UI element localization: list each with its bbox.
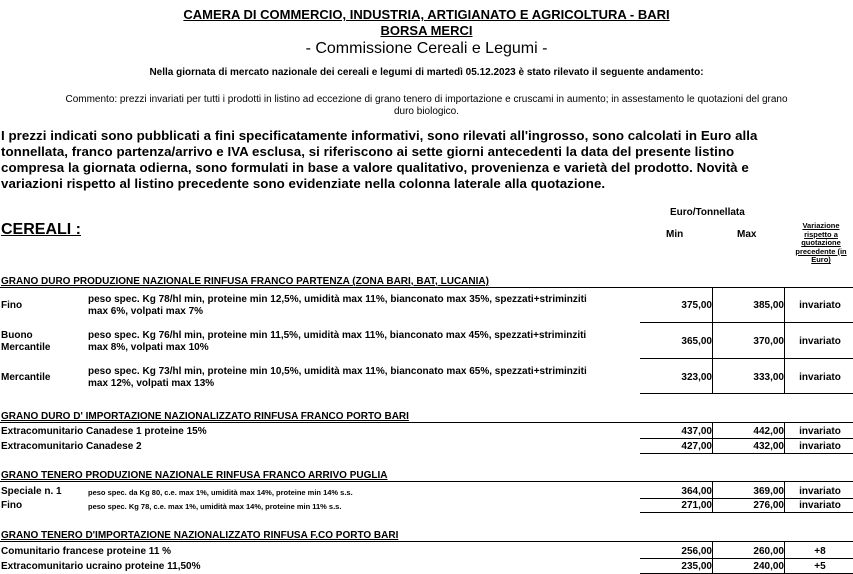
product-name xyxy=(1,330,50,354)
group-title: GRANO DURO D' IMPORTAZIONE NAZIONALIZZATO RINFUSA FRANCO PORTO BARI xyxy=(1,411,409,422)
description-line: max 12%, volpati max 13% xyxy=(88,378,215,389)
price-variation: invariato xyxy=(799,486,841,497)
description-line: peso spec. Kg 76/hl min, proteine min 11,5%, umidità max 11%, bianconato max 45%, spezzati+striminziti xyxy=(88,330,587,341)
price-max: 370,00 xyxy=(753,336,784,347)
product-name: Fino xyxy=(1,500,23,511)
price-min: 427,00 xyxy=(681,441,712,452)
price-max: 333,00 xyxy=(753,372,784,383)
divider xyxy=(640,322,853,323)
chamber-title: CAMERA DI COMMERCIO, INDUSTRIA, ARTIGIANATO E AGRICOLTURA - BARI xyxy=(183,7,670,22)
description-line: max 8%, volpati max 10% xyxy=(88,342,209,353)
product-description xyxy=(88,366,587,390)
price-min: 375,00 xyxy=(681,300,712,311)
price-min: 437,00 xyxy=(681,426,712,437)
price-variation: invariato xyxy=(799,300,841,311)
unit-label: Euro/Tonnellata xyxy=(670,207,745,218)
price-max: 432,00 xyxy=(753,441,784,452)
price-min: 256,00 xyxy=(681,546,712,557)
comment-line-2: duro biologico. xyxy=(393,106,460,117)
price-min: 365,00 xyxy=(681,336,712,347)
product-name: Mercantile xyxy=(1,372,51,383)
price-min: 235,00 xyxy=(681,561,712,572)
group-title: GRANO TENERO D'IMPORTAZIONE NAZIONALIZZATO RINFUSA F.CO PORTO BARI xyxy=(1,530,399,541)
product-name: Extracomunitario Canadese 1 proteine 15% xyxy=(1,426,207,437)
price-variation: invariato xyxy=(799,426,841,437)
price-min: 323,00 xyxy=(681,372,712,383)
price-max: 260,00 xyxy=(753,546,784,557)
divider xyxy=(640,498,853,499)
variation-header-line: Euro) xyxy=(811,255,831,265)
product-name: Extracomunitario ucraino proteine 11,50% xyxy=(1,561,201,572)
column-divider xyxy=(784,287,785,394)
divider xyxy=(0,422,853,423)
divider xyxy=(640,358,853,359)
market-day-line: Nella giornata di mercato nazionale dei cereali e legumi di martedì 05.12.2023 è stato rilevato il seguente andamento: xyxy=(149,67,704,78)
disclaimer xyxy=(1,128,853,192)
column-divider xyxy=(712,541,713,574)
column-divider xyxy=(784,481,785,513)
price-variation: invariato xyxy=(799,336,841,347)
disclaimer-line-3: compresa la giornata odierna, sono formulati in base a valore qualitativo, provenienza e varietà del prodotto. Novità e xyxy=(1,160,749,175)
divider xyxy=(640,453,853,454)
variation-header-line: Variazione xyxy=(802,221,840,230)
product-name: Fino xyxy=(1,300,23,311)
price-max: 369,00 xyxy=(753,486,784,497)
description-line: max 6%, volpati max 7% xyxy=(88,306,204,317)
divider xyxy=(0,287,853,288)
comment-line-1: Commento: prezzi invariati per tutti i prodotti in listino ad eccezione di grano tenero di importazione e cruscami in aumento; in assestamento le quotazioni del grano xyxy=(65,94,788,105)
disclaimer-line-1: I prezzi indicati sono pubblicati a fini specificatamente informativi, sono rilevati all'ingrosso, sono calcolati in Euro alla xyxy=(1,128,758,143)
column-divider xyxy=(712,481,713,513)
borsa-merci-title: BORSA MERCI xyxy=(380,23,473,38)
commission-title: - Commissione Cereali e Legumi - xyxy=(305,40,548,57)
max-header: Max xyxy=(737,229,757,240)
price-min: 271,00 xyxy=(681,500,712,511)
divider xyxy=(640,438,853,439)
price-variation: +5 xyxy=(814,561,826,572)
price-variation: invariato xyxy=(799,441,841,452)
group-title: GRANO DURO PRODUZIONE NAZIONALE RINFUSA FRANCO PARTENZA (ZONA BARI, BAT, LUCANIA) xyxy=(1,276,489,287)
divider xyxy=(0,481,853,482)
group-title: GRANO TENERO PRODUZIONE NAZIONALE RINFUSA FRANCO ARRIVO PUGLIA xyxy=(1,470,388,481)
description-line: peso spec. Kg 73/hl min, proteine min 10,5%, umidità max 11%, bianconato max 65%, spezzati+striminziti xyxy=(88,366,587,377)
description-line: peso spec. Kg 78/hl min, proteine min 12,5%, umidità max 11%, bianconato max 35%, spezzati+striminziti xyxy=(88,294,587,305)
divider xyxy=(0,541,853,542)
divider xyxy=(640,393,853,394)
product-name-line: Buono xyxy=(1,330,33,341)
price-max: 385,00 xyxy=(753,300,784,311)
column-divider xyxy=(712,287,713,394)
price-variation: invariato xyxy=(799,372,841,383)
variation-header-line: quotazione xyxy=(801,238,841,248)
min-header: Min xyxy=(666,229,684,240)
product-name: Comunitario francese proteine 11 % xyxy=(1,546,172,557)
price-min: 364,00 xyxy=(681,486,712,497)
price-max: 240,00 xyxy=(753,561,784,572)
product-name-line: Mercantile xyxy=(1,342,51,353)
divider xyxy=(640,512,853,513)
product-name: Speciale n. 1 xyxy=(1,486,62,497)
variation-header xyxy=(790,222,852,265)
price-variation: +8 xyxy=(814,546,826,557)
product-description xyxy=(88,294,587,318)
price-max: 442,00 xyxy=(753,426,784,437)
price-max: 276,00 xyxy=(753,500,784,511)
product-description: peso spec. Kg 78, c.e. max 1%, umidità max 14%, proteine min 11% s.s. xyxy=(88,502,342,511)
column-divider xyxy=(784,422,785,454)
variation-header-line: rispetto a xyxy=(804,229,838,239)
column-divider xyxy=(784,541,785,574)
variation-header-line: precedente (in xyxy=(795,246,847,256)
divider xyxy=(640,558,853,559)
product-description: peso spec. da Kg 80, c.e. max 1%, umidità max 14%, proteine min 14% s.s. xyxy=(88,488,353,497)
price-variation: invariato xyxy=(799,500,841,511)
disclaimer-line-4: variazioni rispetto al listino precedente sono evidenziate nella colonna laterale alla quotazione. xyxy=(1,176,606,191)
column-divider xyxy=(712,422,713,454)
product-name: Extracomunitario Canadese 2 xyxy=(1,441,142,452)
product-description xyxy=(88,330,586,354)
section-title-cereali: CEREALI : xyxy=(1,221,81,238)
disclaimer-line-2: tonnellata, franco partenza/arrivo e IVA esclusa, si riferiscono ai sette giorni antecedenti la data del presente listino xyxy=(1,144,735,159)
